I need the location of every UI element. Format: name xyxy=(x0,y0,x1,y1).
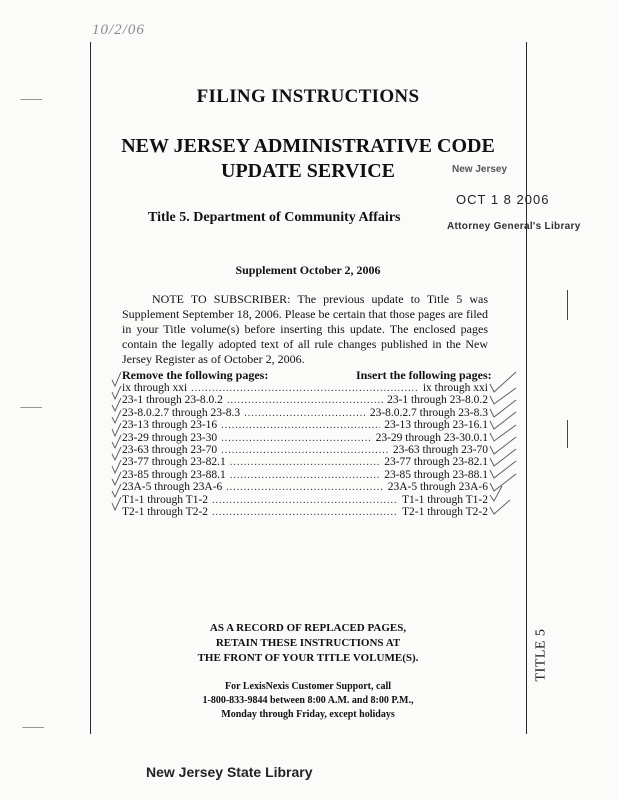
checkmark-icon xyxy=(490,461,516,478)
scan-mark: ⸻ xyxy=(20,94,43,104)
checkmark-icon xyxy=(490,500,510,514)
dot-leader xyxy=(244,408,366,420)
scan-mark: ⸻ xyxy=(22,722,45,732)
insert-range: 23-63 through 23-70 xyxy=(392,443,488,456)
scan-mark: ⸻ xyxy=(20,402,43,412)
dot-leader xyxy=(221,420,380,432)
received-date-stamp: OCT 1 8 2006 xyxy=(456,192,550,207)
list-item xyxy=(122,456,488,468)
remove-range: T1-1 through T1-2 xyxy=(122,493,209,506)
list-item xyxy=(122,494,488,506)
support-line-3: Monday through Friday, except holidays xyxy=(221,709,395,720)
dot-leader xyxy=(227,395,383,407)
record-notice xyxy=(90,621,526,666)
insert-range: T2-1 through T2-2 xyxy=(401,505,488,518)
insert-range: 23-1 through 23-8.0.2 xyxy=(387,394,488,407)
list-item xyxy=(122,407,488,419)
dot-leader xyxy=(221,433,371,445)
support-line-2: 1-800-833-9844 between 8:00 A.M. and 8:00 P.M., xyxy=(202,695,414,706)
checkmark-icon xyxy=(490,425,516,441)
margin-rule xyxy=(567,420,568,448)
support-line-1: For LexisNexis Customer Support, call xyxy=(224,681,391,692)
right-checkmarks xyxy=(488,368,522,518)
dot-leader xyxy=(230,457,380,469)
library-footer-stamp: New Jersey State Library xyxy=(146,764,313,780)
insert-range: 23-8.0.2.7 through 23-8.3 xyxy=(369,406,488,419)
remove-range: 23A-5 through 23A-6 xyxy=(122,481,223,494)
checkmark-icon xyxy=(112,497,121,510)
margin-rule xyxy=(567,290,568,320)
remove-range: ix through xxi xyxy=(122,382,188,394)
list-item xyxy=(122,432,488,444)
right-border-line xyxy=(526,42,527,734)
list-item xyxy=(122,444,488,456)
dot-leader xyxy=(221,445,389,457)
remove-range: 23-1 through 23-8.0.2 xyxy=(122,394,223,407)
attorney-library-stamp: Attorney General's Library xyxy=(447,221,581,232)
record-line-2: RETAIN THESE INSTRUCTIONS AT xyxy=(215,637,401,649)
list-item xyxy=(122,506,488,518)
checkmark-icon xyxy=(490,372,516,392)
insert-range: 23-29 through 23-30.0.1 xyxy=(375,431,488,444)
insert-range: 23-77 through 23-82.1 xyxy=(384,456,488,469)
checkmark-icon xyxy=(112,410,121,423)
side-tab xyxy=(533,625,553,685)
supplement-date: Supplement October 2, 2006 xyxy=(235,263,381,277)
checkmark-icon xyxy=(112,398,121,411)
checkmark-icon xyxy=(112,447,121,460)
dot-leader xyxy=(212,495,398,507)
insert-range: ix through xxi xyxy=(422,382,488,394)
left-checkmarks xyxy=(110,368,124,518)
handwritten-date: 10/2/06 xyxy=(92,22,145,38)
library-stamp-small: New Jersey xyxy=(452,164,508,175)
checkmark-icon xyxy=(112,372,121,386)
subscriber-note: NOTE TO SUBSCRIBER: The previous update to Title 5 was Supplement September 18, 2006. Please be certain that those pages are filed in your Title volume(s) before inserting this update. The enclosed pages contain the legally adopted text of all rule changes published in the New Jersey Register as of October 2, 2006. xyxy=(122,292,488,366)
list-item xyxy=(122,394,488,406)
list-item xyxy=(122,419,488,431)
remove-range: 23-13 through 23-16 xyxy=(122,419,218,432)
checkmark-icon xyxy=(112,460,121,473)
checkmark-icon xyxy=(490,388,516,404)
dot-leader xyxy=(226,482,383,494)
remove-range: 23-85 through 23-88.1 xyxy=(122,468,226,481)
department-title: Title 5. Department of Community Affairs xyxy=(148,210,401,225)
page-replacement-list xyxy=(122,382,488,518)
checkmark-icon xyxy=(112,472,121,485)
insert-range: T1-1 through T1-2 xyxy=(401,493,488,506)
checkmark-icon xyxy=(490,474,516,491)
remove-pages-header: Remove the following pages: xyxy=(122,368,269,382)
checkmark-icon xyxy=(112,423,121,436)
record-line-1: AS A RECORD OF REPLACED PAGES, xyxy=(209,622,407,634)
checkmark-icon xyxy=(112,435,121,448)
insert-pages-header: Insert the following pages: xyxy=(356,368,492,382)
checkmark-icon xyxy=(490,412,516,429)
remove-range: 23-29 through 23-30 xyxy=(122,431,218,444)
list-item xyxy=(122,382,488,394)
remove-range: T2-1 through T2-2 xyxy=(122,505,209,518)
checkmark-icon xyxy=(112,386,121,399)
dot-leader xyxy=(230,470,380,482)
side-tab-label: TITLE 5 xyxy=(533,628,549,682)
checkmark-icon xyxy=(112,484,121,497)
remove-range: 23-77 through 23-82.1 xyxy=(122,456,226,469)
code-title-line2: UPDATE SERVICE xyxy=(221,160,395,182)
remove-range: 23-8.0.2.7 through 23-8.3 xyxy=(122,406,241,419)
checkmark-icon xyxy=(490,486,502,501)
list-item xyxy=(122,481,488,493)
customer-support-info xyxy=(90,680,526,722)
record-line-3: THE FRONT OF YOUR TITLE VOLUME(S). xyxy=(197,652,419,664)
list-item xyxy=(122,469,488,481)
remove-range: 23-63 through 23-70 xyxy=(122,443,218,456)
dot-leader xyxy=(191,383,419,395)
insert-range: 23-13 through 23-16.1 xyxy=(384,419,488,432)
code-title-line1: NEW JERSEY ADMINISTRATIVE CODE xyxy=(121,135,495,157)
dot-leader xyxy=(212,507,398,519)
insert-range: 23-85 through 23-88.1 xyxy=(384,468,488,481)
insert-range: 23A-5 through 23A-6 xyxy=(387,481,488,494)
page-title: FILING INSTRUCTIONS xyxy=(196,86,420,107)
